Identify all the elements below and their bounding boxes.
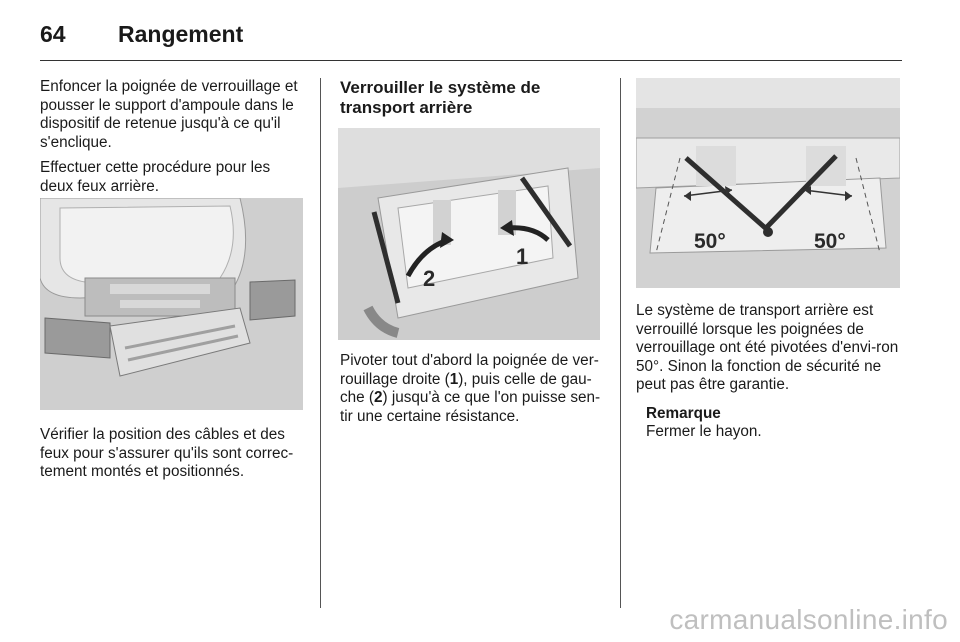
column-1-lower [40, 426, 306, 489]
watermark: carmanualsonline.info [669, 604, 948, 635]
column-1 [40, 78, 306, 203]
page-title: Rangement [118, 20, 244, 47]
note-block [646, 405, 904, 442]
column-3-lower [636, 302, 904, 442]
column-divider-2 [620, 78, 621, 608]
col2-num-1: 1 [449, 370, 459, 388]
column-divider-1 [320, 78, 321, 608]
col2-text-a: Pivoter tout d'abord la poignée de ver-rouillage droite ( [340, 352, 599, 388]
col1-paragraph-1: Enfoncer la poignée de verrouillage et pousser le support d'ampoule dans le dispositif de retenue jusqu'à ce qu'il s'enclique. [40, 78, 298, 151]
handle-angles-illustration [636, 78, 900, 288]
col2-text-b: ), puis celle de gau-che ( [340, 370, 592, 406]
column-2 [340, 78, 604, 126]
note-text: Fermer le hayon. [646, 423, 762, 440]
col2-paragraph-1 [340, 352, 604, 426]
col1-paragraph-3: Vérifier la position des câbles et des feux pour s'assurer qu'ils sont correc-tement montés et positionnés. [40, 426, 294, 480]
page-header [40, 18, 243, 50]
section-heading-line-2: transport arrière [340, 98, 473, 117]
column-2-lower [340, 352, 604, 433]
col2-text-c: ) jusqu'à ce que l'on puisse sen-tir une certaine résistance. [340, 389, 601, 425]
section-heading [340, 78, 604, 118]
header-rule [40, 60, 902, 61]
locking-handles-illustration [338, 128, 600, 340]
figure-handle-angles [636, 78, 900, 288]
figure-label-1: 1 [516, 244, 529, 269]
rear-light-carrier-illustration [40, 198, 303, 410]
angle-label-left: 50° [694, 230, 726, 253]
figure-rear-light-carrier [40, 198, 303, 410]
page-number: 64 [40, 20, 66, 47]
note-title: Remarque [646, 404, 721, 422]
section-heading-line-1: Verrouiller le système de [340, 78, 541, 97]
figure-locking-handles [338, 128, 600, 340]
angle-label-right: 50° [814, 230, 846, 253]
figure-label-2: 2 [423, 266, 436, 291]
col1-paragraph-2: Effectuer cette procédure pour les deux feux arrière. [40, 159, 271, 195]
col2-num-2: 2 [374, 389, 383, 406]
col3-paragraph-1: Le système de transport arrière est verrouillé lorsque les poignées de verrouillage ont été pivotées d'envi-ron 50°. Sinon la fonction de sécurité ne peut pas être garantie. [636, 302, 899, 393]
